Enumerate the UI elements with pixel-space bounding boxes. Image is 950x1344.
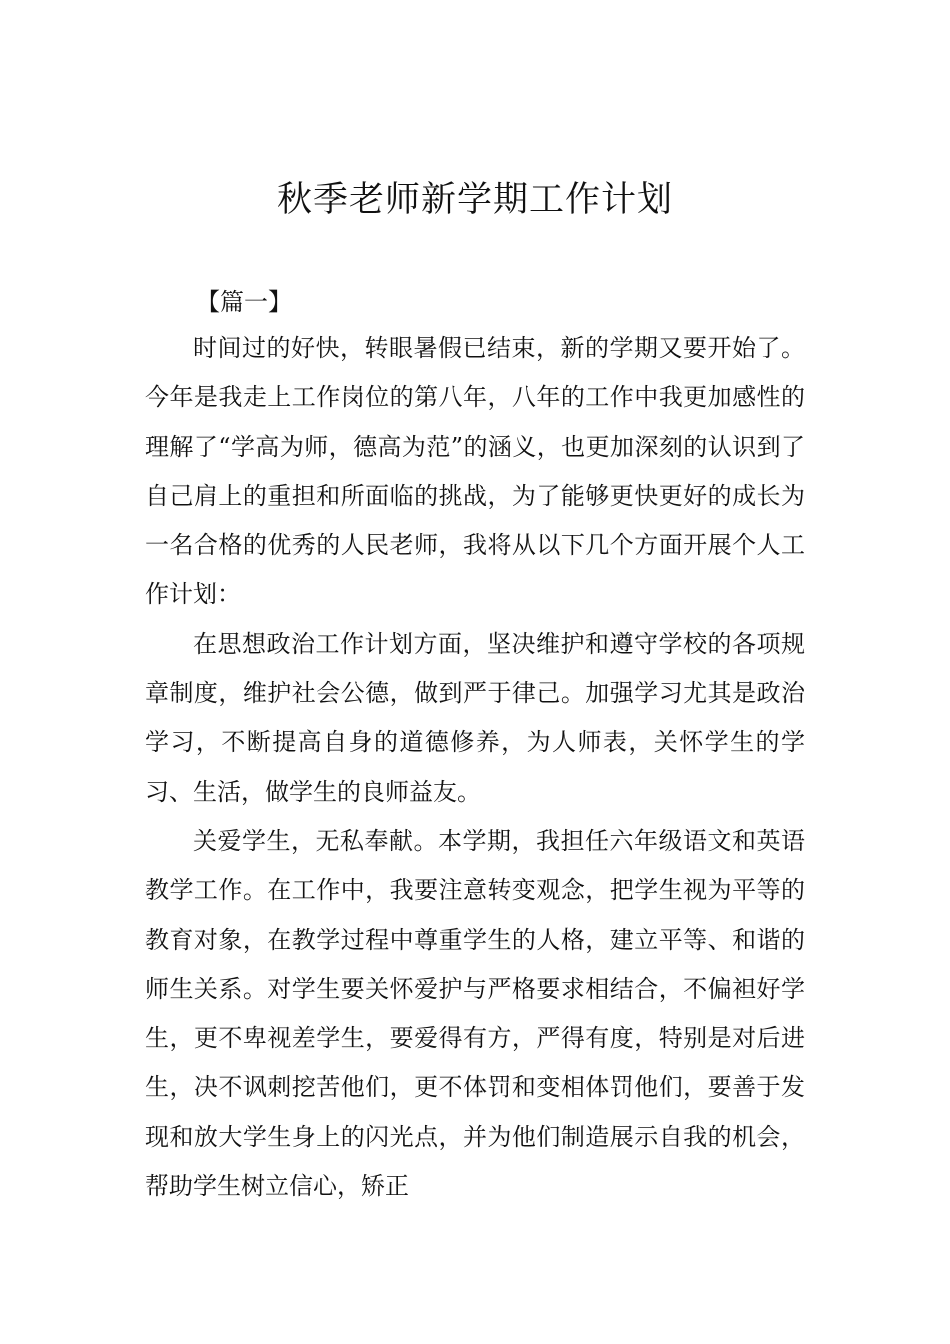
section-label: 【篇一】	[196, 288, 292, 316]
document-title: 秋季老师新学期工作计划	[276, 180, 673, 220]
paragraph-intro: 时间过的好快，转眼暑假已结束，新的学期又要开始了。今年是我走上工作岗位的第八年，八年的工作中我更加感性的理解了“学高为师，德高为范”的涵义，也更加深刻的认识到了自己肩上的重担和所面临的挑战，为了能够更快更好的成长为一名合格的优秀的人民老师，我将从以下几个方面开展个人工作计划：	[145, 334, 805, 609]
document-body	[145, 324, 805, 1211]
paragraph-care-students: 关爱学生，无私奉献。本学期，我担任六年级语文和英语教学工作。在工作中，我要注意转变观念，把学生视为平等的教育对象，在教学过程中尊重学生的人格，建立平等、和谐的师生关系。对学生要关怀爱护与严格要求相结合，不偏袒好学生，更不卑视差学生，要爱得有方，严得有度，特别是对后进生，决不讽刺挖苦他们，更不体罚和变相体罚他们，要善于发现和放大学生身上的闪光点，并为他们制造展示自我的机会，帮助学生树立信心，矫正	[145, 826, 805, 1201]
paragraph-political-work: 在思想政治工作计划方面，坚决维护和遵守学校的各项规章制度，维护社会公德，做到严于律己。加强学习尤其是政治学习，不断提高自身的道德修养，为人师表，关怀学生的学习、生活，做学生的良师益友。	[145, 629, 805, 806]
